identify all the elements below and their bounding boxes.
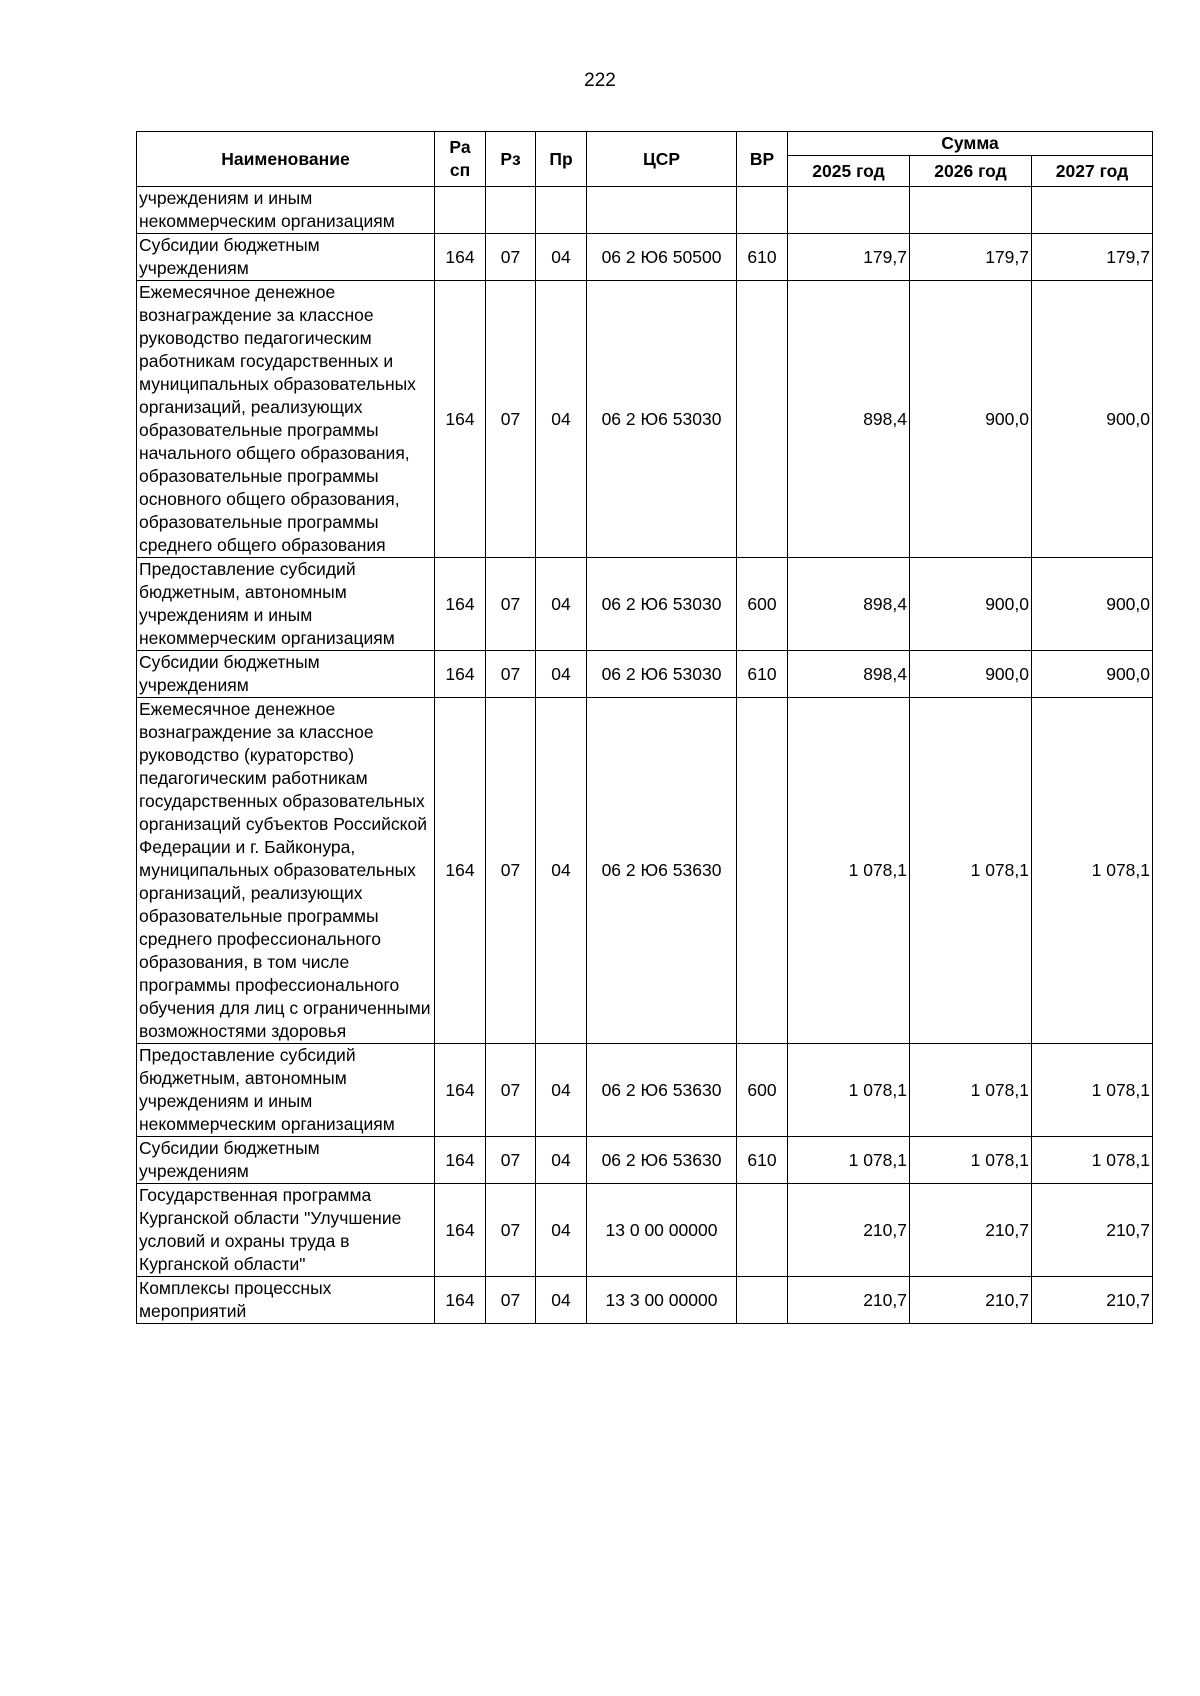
cell-2027: 1 078,1 (1032, 698, 1153, 1044)
cell-vr (737, 1277, 788, 1324)
cell-csr: 13 3 00 00000 (587, 1277, 737, 1324)
cell-pr: 04 (536, 1184, 587, 1277)
header-rz: Рз (486, 132, 536, 187)
cell-name: Комплексы процессных мероприятий (137, 1277, 435, 1324)
cell-csr: 06 2 Ю6 53630 (587, 1044, 737, 1137)
cell-2025: 898,4 (788, 651, 910, 698)
cell-name: Ежемесячное денежное вознаграждение за классное руководство (кураторство) педагогическим работникам государственных образовательных организаций субъектов Российской Федерации и г. Байконура, муниципальных образовательных организаций, реализующих образовательные программы среднего профессионального образования, в том числе программы профессионального обучения для лиц с ограниченными возможностями здоровья (137, 698, 435, 1044)
cell-vr: 610 (737, 234, 788, 281)
table-row (137, 1184, 1153, 1277)
table-row (137, 234, 1153, 281)
cell-vr (737, 1184, 788, 1277)
header-name: Наименование (137, 132, 435, 187)
cell-2026: 900,0 (910, 281, 1032, 558)
cell-csr: 13 0 00 00000 (587, 1184, 737, 1277)
cell-rasp: 164 (435, 1044, 486, 1137)
cell-2025: 179,7 (788, 234, 910, 281)
cell-rasp: 164 (435, 651, 486, 698)
cell-pr: 04 (536, 558, 587, 651)
cell-rz: 07 (486, 651, 536, 698)
cell-2026: 1 078,1 (910, 698, 1032, 1044)
header-sum: Сумма (788, 132, 1153, 156)
header-vr: ВР (737, 132, 788, 187)
cell-csr: 06 2 Ю6 53630 (587, 1137, 737, 1184)
cell-rasp: 164 (435, 281, 486, 558)
table-header (137, 132, 1153, 187)
cell-2027: 1 078,1 (1032, 1137, 1153, 1184)
cell-2026: 900,0 (910, 651, 1032, 698)
cell-rz: 07 (486, 281, 536, 558)
cell-2026: 210,7 (910, 1184, 1032, 1277)
page-number: 222 (584, 70, 616, 91)
table-row (137, 1137, 1153, 1184)
cell-2027: 900,0 (1032, 281, 1153, 558)
cell-name: Предоставление субсидий бюджетным, автономным учреждениям и иным некоммерческим организациям (137, 1044, 435, 1137)
table-row (137, 187, 1153, 234)
cell-pr: 04 (536, 1137, 587, 1184)
table-row (137, 698, 1153, 1044)
cell-2026 (910, 187, 1032, 234)
cell-vr: 610 (737, 1137, 788, 1184)
table-row (137, 281, 1153, 558)
cell-2026: 179,7 (910, 234, 1032, 281)
cell-vr (737, 187, 788, 234)
cell-rasp: 164 (435, 234, 486, 281)
cell-2027: 179,7 (1032, 234, 1153, 281)
header-csr: ЦСР (587, 132, 737, 187)
cell-vr: 610 (737, 651, 788, 698)
cell-csr: 06 2 Ю6 50500 (587, 234, 737, 281)
table-row (137, 651, 1153, 698)
cell-csr: 06 2 Ю6 53030 (587, 651, 737, 698)
cell-rz: 07 (486, 698, 536, 1044)
cell-2026: 1 078,1 (910, 1137, 1032, 1184)
cell-pr: 04 (536, 281, 587, 558)
cell-rz: 07 (486, 234, 536, 281)
cell-2025: 210,7 (788, 1277, 910, 1324)
cell-2025: 1 078,1 (788, 698, 910, 1044)
cell-pr: 04 (536, 1044, 587, 1137)
cell-rz: 07 (486, 558, 536, 651)
cell-2025: 898,4 (788, 558, 910, 651)
cell-2025 (788, 187, 910, 234)
header-2026: 2026 год (910, 156, 1032, 187)
cell-csr: 06 2 Ю6 53030 (587, 558, 737, 651)
cell-2027: 210,7 (1032, 1277, 1153, 1324)
cell-2025: 210,7 (788, 1184, 910, 1277)
cell-pr: 04 (536, 234, 587, 281)
cell-2026: 210,7 (910, 1277, 1032, 1324)
cell-rz: 07 (486, 1184, 536, 1277)
cell-rasp (435, 187, 486, 234)
cell-name: Предоставление субсидий бюджетным, автономным учреждениям и иным некоммерческим организациям (137, 558, 435, 651)
table-row (137, 1277, 1153, 1324)
cell-2025: 1 078,1 (788, 1137, 910, 1184)
header-rasp: Ра сп (435, 132, 486, 187)
table-row (137, 558, 1153, 651)
cell-vr (737, 281, 788, 558)
table-body (137, 187, 1153, 1324)
cell-pr: 04 (536, 698, 587, 1044)
cell-2027 (1032, 187, 1153, 234)
cell-name: Субсидии бюджетным учреждениям (137, 651, 435, 698)
cell-2027: 900,0 (1032, 558, 1153, 651)
cell-rasp: 164 (435, 1277, 486, 1324)
cell-pr: 04 (536, 1277, 587, 1324)
cell-rasp: 164 (435, 1137, 486, 1184)
cell-pr: 04 (536, 651, 587, 698)
cell-rasp: 164 (435, 698, 486, 1044)
cell-name: Ежемесячное денежное вознаграждение за классное руководство педагогическим работникам государственных и муниципальных образовательных организаций, реализующих образовательные программы начального общего образования, образовательные программы основного общего образования, образовательные программы среднего общего образования (137, 281, 435, 558)
cell-name: Субсидии бюджетным учреждениям (137, 234, 435, 281)
cell-2027: 210,7 (1032, 1184, 1153, 1277)
cell-rasp: 164 (435, 558, 486, 651)
cell-rz: 07 (486, 1044, 536, 1137)
cell-rasp: 164 (435, 1184, 486, 1277)
cell-2026: 1 078,1 (910, 1044, 1032, 1137)
budget-table (136, 131, 1153, 1324)
cell-csr (587, 187, 737, 234)
cell-vr (737, 698, 788, 1044)
cell-2027: 900,0 (1032, 651, 1153, 698)
cell-pr (536, 187, 587, 234)
cell-name: Государственная программа Курганской области "Улучшение условий и охраны труда в Курганской области" (137, 1184, 435, 1277)
cell-rz (486, 187, 536, 234)
cell-2025: 898,4 (788, 281, 910, 558)
cell-2027: 1 078,1 (1032, 1044, 1153, 1137)
cell-vr: 600 (737, 1044, 788, 1137)
cell-vr: 600 (737, 558, 788, 651)
header-pr: Пр (536, 132, 587, 187)
header-2027: 2027 год (1032, 156, 1153, 187)
table-row (137, 1044, 1153, 1137)
cell-2025: 1 078,1 (788, 1044, 910, 1137)
cell-csr: 06 2 Ю6 53630 (587, 698, 737, 1044)
cell-rz: 07 (486, 1277, 536, 1324)
cell-2026: 900,0 (910, 558, 1032, 651)
cell-name: учреждениям и иным некоммерческим организациям (137, 187, 435, 234)
header-2025: 2025 год (788, 156, 910, 187)
cell-rz: 07 (486, 1137, 536, 1184)
cell-csr: 06 2 Ю6 53030 (587, 281, 737, 558)
cell-name: Субсидии бюджетным учреждениям (137, 1137, 435, 1184)
